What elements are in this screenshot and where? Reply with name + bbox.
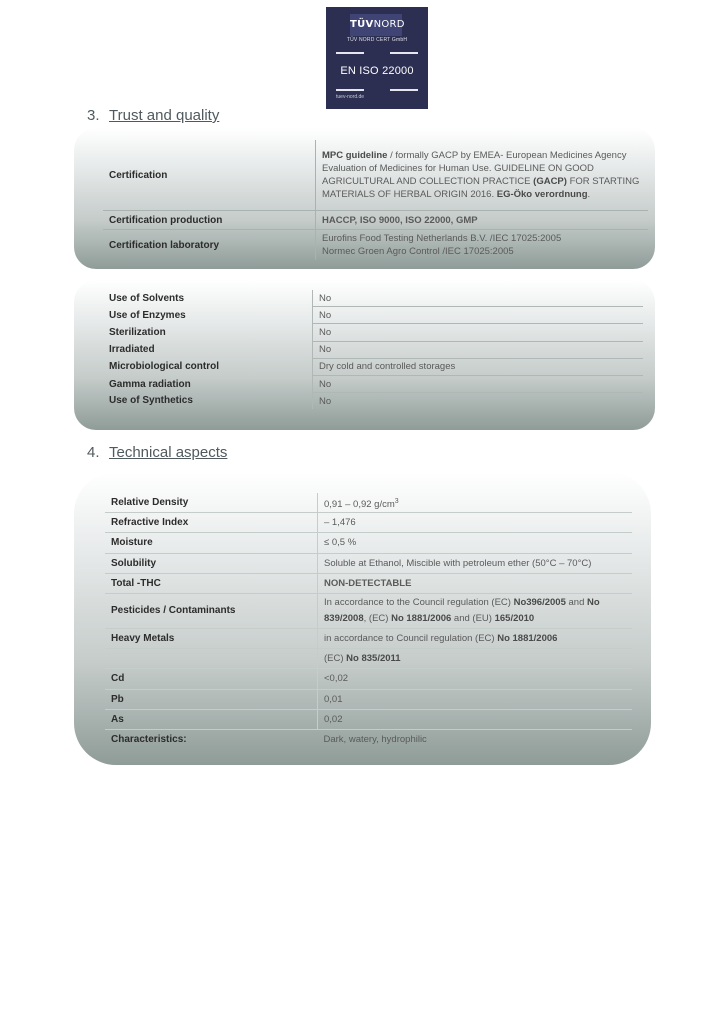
row-label: Pb — [105, 689, 318, 709]
logo-divider — [390, 52, 418, 54]
table-row — [103, 211, 648, 230]
logo-subtitle: TÜV NORD CERT GmbH — [346, 37, 408, 43]
table-row — [105, 689, 632, 709]
table-row — [103, 307, 643, 324]
logo-url: tuev-nord.de — [336, 94, 365, 100]
row-value: No — [313, 307, 644, 324]
table-row — [103, 358, 643, 375]
row-value: No — [313, 393, 644, 410]
row-value: (EC) No 835/2011 — [318, 649, 633, 669]
table-row — [105, 573, 632, 593]
row-value: NON-DETECTABLE — [318, 573, 633, 593]
logo-divider — [336, 52, 364, 54]
row-label: Total -THC — [105, 573, 318, 593]
row-label: Sterilization — [109, 326, 166, 338]
table-row — [105, 593, 632, 628]
row-value: 0,01 — [318, 689, 633, 709]
row-value: in accordance to Council regulation (EC) No 1881/2006 — [318, 628, 633, 648]
row-value: Soluble at Ethanol, Miscible with petroleum ether (50°C – 70°C) — [318, 553, 633, 573]
row-label: Cd — [105, 669, 318, 689]
lab-line: Eurofins Food Testing Netherlands B.V. /IEC 17025:2005 — [322, 233, 562, 244]
tuv-nord-certification-logo — [326, 7, 428, 109]
row-value: In accordance to the Council regulation (EC) No396/2005 and No 839/2008, (EC) No 1881/2006 and (EU) 165/2010 — [318, 593, 633, 628]
row-label: Certification — [109, 169, 168, 181]
table-row — [103, 324, 643, 341]
lab-line: Normec Groen Agro Control /IEC 17025:2005 — [322, 246, 514, 257]
logo-divider — [336, 89, 364, 91]
section-title: Trust and quality — [109, 107, 220, 124]
table-row — [105, 553, 632, 573]
row-value: No — [313, 324, 644, 341]
row-label: Refractive Index — [105, 513, 318, 533]
processing-table — [103, 290, 643, 409]
row-value: No — [313, 341, 644, 358]
row-label: Solubility — [105, 553, 318, 573]
table-row — [105, 628, 632, 648]
table-row — [105, 709, 632, 729]
row-value: Dry cold and controlled storages — [313, 358, 644, 375]
row-label — [105, 649, 318, 669]
section-heading-trust-quality — [87, 107, 219, 124]
row-value: ≤ 0,5 % — [318, 533, 633, 553]
table-row — [103, 393, 643, 410]
table-row — [103, 375, 643, 392]
table-row — [105, 649, 632, 669]
row-label: Pesticides / Contaminants — [105, 593, 318, 628]
table-row — [103, 341, 643, 358]
table-row — [105, 513, 632, 533]
row-label: Moisture — [105, 533, 318, 553]
row-value: No — [313, 290, 644, 307]
table-row — [103, 290, 643, 307]
row-label: Heavy Metals — [105, 628, 318, 648]
row-label: Gamma radiation — [109, 378, 191, 390]
row-label: Use of Synthetics — [109, 395, 193, 407]
row-label: Microbiological control — [109, 361, 220, 373]
row-label: As — [105, 709, 318, 729]
row-value: 0,91 – 0,92 $g/cm^3$ — [318, 493, 633, 513]
section-heading-technical-aspects — [87, 444, 227, 461]
table-row — [103, 230, 648, 261]
table-row — [105, 669, 632, 689]
table-row — [105, 729, 632, 749]
section-number: 4. — [87, 444, 100, 461]
row-label: Relative Density — [105, 493, 318, 513]
section-title: Technical aspects — [109, 444, 228, 461]
row-label: Irradiated — [109, 344, 155, 356]
section-number: 3. — [87, 107, 100, 124]
row-value: No — [313, 375, 644, 392]
table-row — [105, 493, 632, 513]
row-value: 0,02 — [318, 709, 633, 729]
row-value: – 1,476 — [318, 513, 633, 533]
technical-table — [105, 493, 632, 749]
row-label: Use of Solvents — [109, 292, 185, 304]
row-label: Certification production — [103, 211, 316, 230]
certification-table — [103, 140, 648, 260]
row-value: HACCP, ISO 9000, ISO 22000, GMP — [316, 211, 649, 230]
row-value: <0,02 — [318, 669, 633, 689]
logo-divider — [390, 89, 418, 91]
row-label: Certification laboratory — [103, 230, 316, 261]
table-row — [105, 533, 632, 553]
logo-brand: TÜVNORD — [350, 14, 402, 36]
certification-guideline-value: MPC guideline / formally GACP by EMEA- European Medicines Agency Evaluation of Medicines for Human Use. GUIDELINE ON GOOD AGRICULTURAL AND COLLECTION PRACTICE (GACP) FOR STARTING MATERIALS OF HERBAL ORIGIN 2016. EG-Öko verordnung. — [316, 140, 649, 211]
logo-standard: EN ISO 22000 — [340, 65, 414, 77]
row-label: Use of Enzymes — [109, 309, 186, 321]
row-label: Characteristics: — [111, 733, 187, 745]
table-row — [103, 140, 648, 211]
row-value: Dark, watery, hydrophilic — [323, 733, 427, 745]
row-value — [316, 230, 649, 261]
